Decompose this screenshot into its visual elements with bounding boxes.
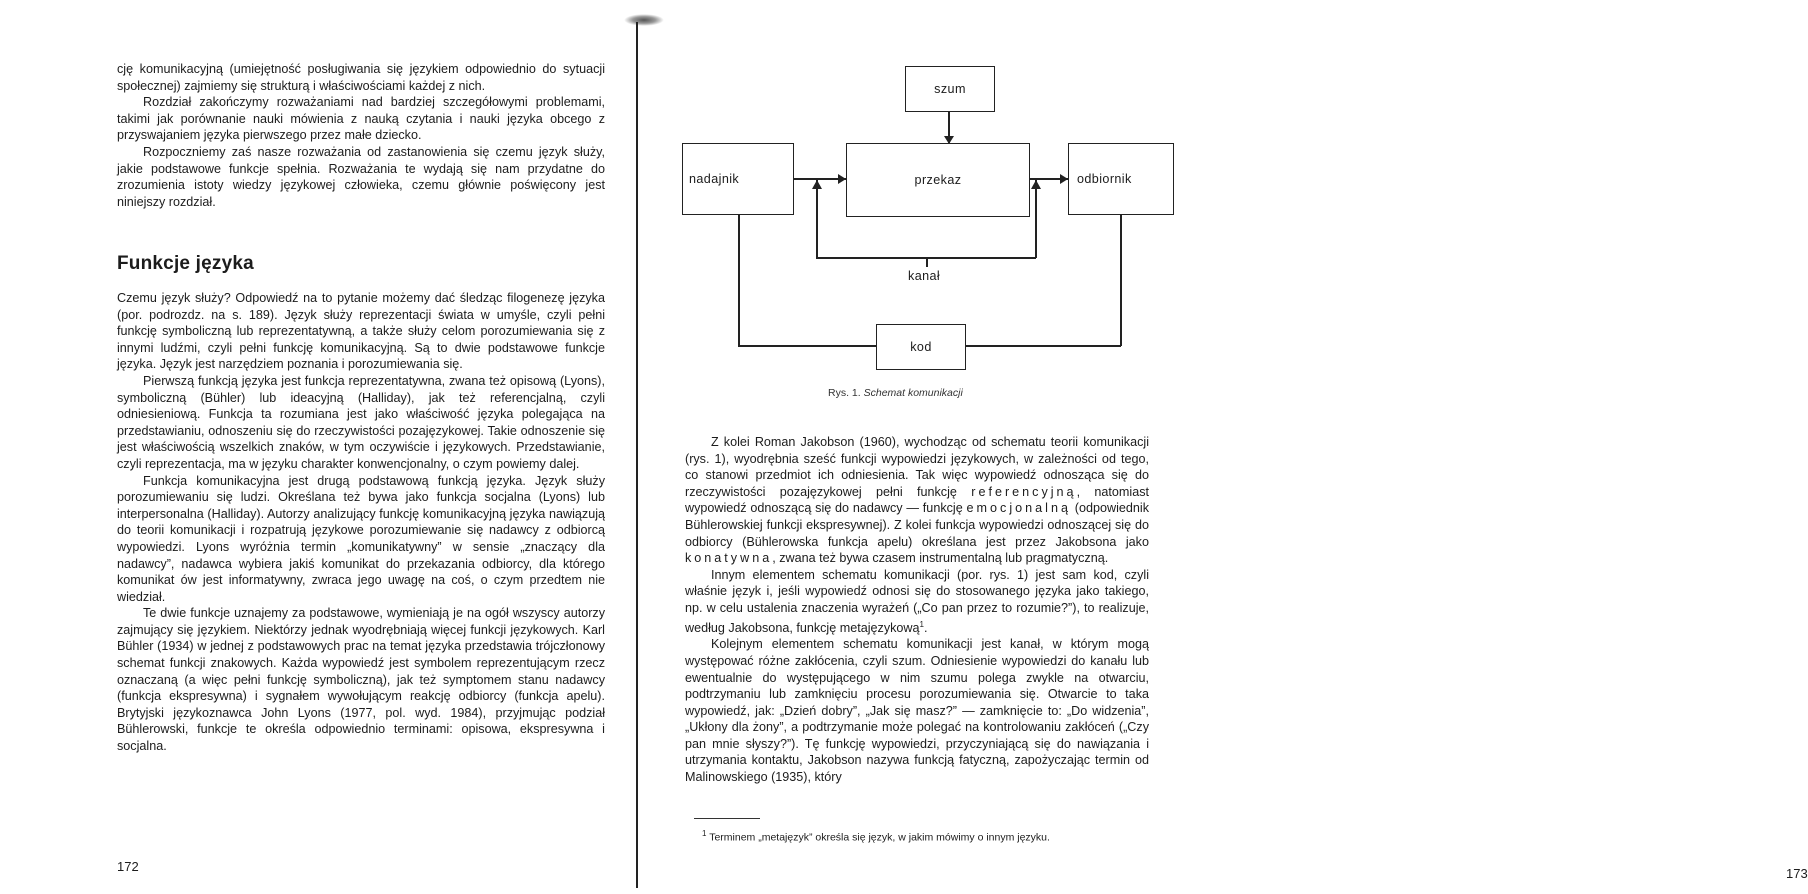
- page-number: 173: [1786, 866, 1808, 881]
- left-page: [0, 0, 632, 894]
- paragraph: [685, 567, 1149, 637]
- text-run: .: [923, 620, 928, 635]
- nadajnik-box: nadajnik: [682, 143, 794, 215]
- odbiornik-box: odbiornik: [1068, 143, 1174, 215]
- spaced-term: emocjonalną: [966, 501, 1071, 516]
- text-run: Z kolei Roman Jakobson (1960), wychodząc od schematu teorii komunikacji (rys. 1), wyodrębnia sześć funkcji wypowiedzi językowych, w zależności od tego, co stanowi przedmiot ich odniesienia. Tak więc wypowiedź odnosząca się do rzeczywistości pozajęzykowej pełni funkcję: [685, 435, 1149, 499]
- paragraph: Pierwszą funkcją języka jest funkcja reprezentatywna, zwana też opisową (Lyons), symboliczną (Bühler) lub ideacyjną (Halliday), jak też referencjalną, czyli odniesieniową. Funkcja ta rozumiana jest jako właściwość języka polegająca na przedstawianiu, odnoszeniu się do rzeczywistości pozajęzykowej. Takie odnoszenie się jest właściwością wszelkich znaków, w tym oczywiście i językowych. Przedstawianie, czyli reprezentacja, ma w języku charakter konwencjonalny, o czym powiemy dalej.: [117, 373, 605, 471]
- paragraph: Te dwie funkcje uznajemy za podstawowe, wymieniają je na ogół wszyscy autorzy zajmujący się językiem. Niektórzy jednak wyodrębniają więcej funkcji językowych. Karl Bühler (1934) w jednej z podstawowych prac na temat języka przedstawia trójczłonowy schemat funkcji znakowych. Każda wypowiedź jest symbolem reprezentującym rzecz oznaczaną (a więc pełni funkcję symboliczną), jak też symptomem stanu nadawcy (funkcja ekspresywna) i sygnałem wywołującym reakcję odbiorcy (funkcja apelu). Brytyjski językoznawca John Lyons (1977, pol. wyd. 1984), przyjmując podział Bühlerowski, funkcje te określa odpowiednio terminami: opisowa, ekspresywna i socjalna.: [117, 606, 605, 754]
- paragraph: Czemu język służy? Odpowiedź na to pytanie możemy dać śledząc filogenezę języka (por. podrozdz. na s. 189). Język służy reprezentacji świata w umyśle, czyli pełni funkcję symboliczną lub reprezentatywną, a także służy celom porozumiewania się z innymi ludźmi, czyli pełni funkcję komunikacyjną. Są to dwie podstawowe funkcje języka. Język jest narzędziem poznania i porozumiewania się.: [117, 291, 605, 372]
- paragraph: Rozdział zakończymy rozważaniami nad bardziej szczegółowymi problemami, takimi jak porównanie nauki mówienia z nauką czytania i nauki języka obcego z przyswajaniem języka pierwszego przez małe dziecko.: [117, 95, 605, 143]
- paragraph: Rozpoczniemy zaś nasze rozważania od zastanowienia się czemu język służy, jakie podstawowe funkcje spełnia. Rozważania te wydają się nam przydatne do zrozumienia istoty wiedzy językowej człowieka, czemu głównie poświęcony jest niniejszy rozdział.: [117, 144, 605, 209]
- footnote-ref: 1: [919, 619, 924, 629]
- arrowhead-right: [1060, 174, 1068, 184]
- caption-prefix: Rys. 1.: [828, 387, 861, 399]
- paragraph: cję komunikacyjną (umiejętność posługiwania się językiem odpowiednio do sytuacji społecznej) zajmiemy się strukturą i właściwościami każdej z nich.: [117, 62, 605, 93]
- paragraph: Kolejnym elementem schematu komunikacji jest kanał, w którym mogą występować różne zakłócenia, czyli szum. Odniesienie wypowiedzi do kanału lub ewentualnie do występującego w nim szumu polega zwykle na otwarciu, podtrzymaniu lub zamknięciu procesu porozumiewania się. Otwarcie to taka wypowiedź, jak: „Dzień dobry”, „Jak się masz?” — zamknięcie to: „Do widzenia”, „Ukłony dla żony”, a podtrzymanie może polegać na kontrolowaniu zakłóceń („Czy pan mnie słyszy?”). Tę funkcję wypowiedzi, przyczyniającą się do nawiązania i utrzymania kontaktu, Jakobson nazywa funkcją fatyczną, zapożyczając termin od Malinowskiego (1935), który: [685, 637, 1149, 785]
- footnote: [702, 829, 1050, 844]
- caption-title: Schemat komunikacji: [863, 387, 963, 399]
- kanal-label: kanał: [908, 269, 941, 283]
- paragraph: Funkcja komunikacyjna jest drugą podstawową funkcją języka. Język służy porozumiewaniu się ludzi. Określana też bywa jako funkcja socjalna (Lyons) lub interpersonalna (Halliday). Autorzy analizujący funkcję komunikacyjną języka nawiązują do teorii komunikacji i rozpatrują językowe porozumiewanie się nadawcy z odbiorcą wypowiedzi. Lyons wyróżnia termin „komunikatywny” w sensie „znaczący dla nadawcy”, nadawca wybiera jakiś komunikat do przekazania odbiorcy, dla którego komunikat ów jest informatywny, zwraca jego uwagę na coś, o czym przedtem nie wiedział.: [117, 473, 605, 604]
- przekaz-box: przekaz: [846, 143, 1030, 217]
- text-run: (odpowiednik Bühlerowskiej funkcji ekspresywnej). Z kolei funkcja wypowiedzi odnoszącej się do odbiorcy (Bühlerowska funkcja apelu) określana jest przez Jakobsona jako: [685, 501, 1150, 549]
- text-run: , zwana też bywa czasem instrumentalną lub pragmatyczną.: [772, 551, 1109, 566]
- figure-caption: [828, 387, 963, 399]
- text-run: Innym elementem schematu komunikacji (por. rys. 1) jest sam kod, czyli właśnie język i, jeśli wypowiedź odnosi się do stosowanego języka jako takiego, np. w celu ustalenia znaczenia wyrażeń („Co pan przez to rozumie?”), to realizuje, według Jakobsona, funkcję metajęzykową: [685, 567, 1149, 635]
- arrowhead-right: [838, 174, 846, 184]
- footnote-mark: 1: [702, 829, 707, 838]
- footnote-text: Terminem „metajęzyk” określa się język, w jakim mówimy o innym języku.: [709, 831, 1050, 844]
- arrowhead-up: [812, 180, 822, 189]
- text-run: , natomiast wypowiedź odnoszącą się do nadawcy — funkcję: [685, 484, 1149, 516]
- section-heading: Funkcje języka: [117, 253, 254, 274]
- paragraph: [685, 434, 1149, 567]
- spaced-term: referencyjną: [971, 484, 1077, 499]
- right-text: [685, 434, 1149, 786]
- footnote-rule: [694, 818, 760, 819]
- page-gutter: [636, 22, 638, 888]
- intro-text: [117, 61, 605, 210]
- section-body: [117, 290, 605, 755]
- kod-box: kod: [876, 324, 966, 370]
- right-page: [648, 0, 1808, 894]
- communication-diagram: [670, 60, 1170, 390]
- page-number: 172: [117, 859, 139, 874]
- szum-box: szum: [905, 66, 995, 112]
- spaced-term: konatywna: [685, 551, 773, 566]
- arrowhead-up: [1031, 180, 1041, 189]
